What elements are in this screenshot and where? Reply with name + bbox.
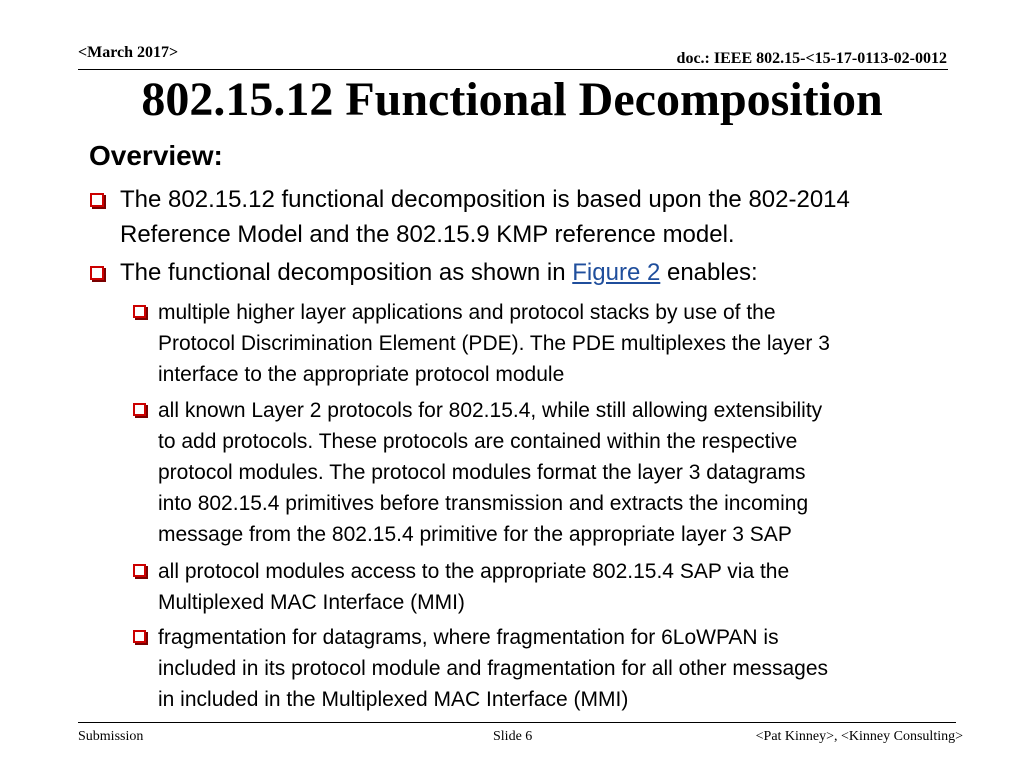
square-bullet-icon (133, 305, 146, 318)
header-date: <March 2017> (78, 44, 179, 61)
subbullet-2-line-4: into 802.15.4 primitives before transmission and extracts the incoming (158, 492, 809, 515)
square-bullet-icon (90, 193, 104, 207)
overview-heading: Overview: (89, 140, 223, 171)
footer-submission: Submission (78, 729, 144, 744)
bullet-1-line-2: Reference Model and the 802.15.9 KMP reference model. (120, 221, 735, 248)
slide-title: 802.15.12 Functional Decomposition (141, 73, 883, 126)
footer-author: <Pat Kinney>, <Kinney Consulting> (755, 729, 963, 744)
subbullet-2-line-1: all known Layer 2 protocols for 802.15.4, while still allowing extensibility (158, 399, 823, 422)
subbullet-1-line-1: multiple higher layer applications and protocol stacks by use of the (158, 301, 776, 324)
figure-2-link[interactable]: Figure 2 (572, 259, 661, 286)
subbullet-1-line-2: Protocol Discrimination Element (PDE). The PDE multiplexes the layer 3 (158, 332, 830, 355)
header-rule (78, 69, 948, 70)
bullet-2-prefix: The functional decomposition as shown in (120, 259, 573, 286)
footer-rule (78, 722, 956, 723)
subbullet-3-line-2: Multiplexed MAC Interface (MMI) (158, 591, 465, 614)
square-bullet-icon (90, 266, 104, 280)
bullet-2-text (120, 256, 1000, 290)
footer-slide-number: Slide 6 (493, 729, 533, 744)
subbullet-2-line-3: protocol modules. The protocol modules format the layer 3 datagrams (158, 461, 806, 484)
subbullet-4-line-3: in included in the Multiplexed MAC Interface (MMI) (158, 688, 629, 711)
header-doc-number: doc.: IEEE 802.15-<15-17-0113-02-0012 (676, 50, 947, 67)
bullet-2-suffix: enables: (660, 259, 758, 286)
subbullet-2-line-2: to add protocols. These protocols are contained within the respective (158, 430, 798, 453)
square-bullet-icon (133, 630, 146, 643)
subbullet-3-line-1: all protocol modules access to the appropriate 802.15.4 SAP via the (158, 560, 790, 583)
subbullet-1-line-3: interface to the appropriate protocol module (158, 363, 565, 386)
bullet-1-line-1: The 802.15.12 functional decomposition is based upon the 802-2014 (120, 186, 850, 213)
square-bullet-icon (133, 403, 146, 416)
square-bullet-icon (133, 564, 146, 577)
subbullet-2-line-5: message from the 802.15.4 primitive for the appropriate layer 3 SAP (158, 523, 792, 546)
subbullet-4-line-1: fragmentation for datagrams, where fragmentation for 6LoWPAN is (158, 626, 779, 649)
subbullet-4-line-2: included in its protocol module and fragmentation for all other messages (158, 657, 829, 680)
